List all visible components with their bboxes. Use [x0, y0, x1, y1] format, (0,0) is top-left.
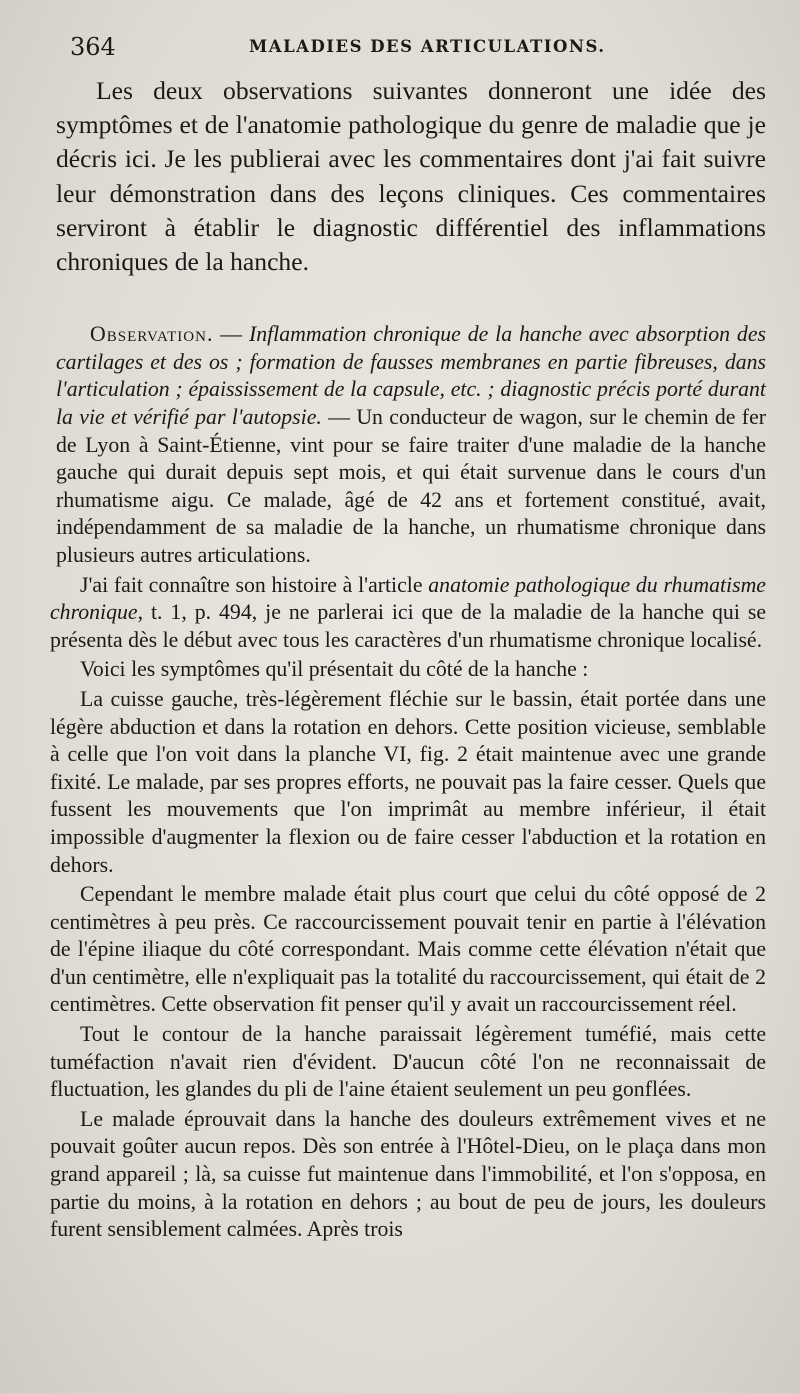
- paragraph-thigh: La cuisse gauche, très-légèrement fléchie sur le bassin, était portée dans une légère abduction et dans la rotation en dehors. Cette position vicieuse, semblable à celle que l'on voit dans la planche VI, fig. 2 était maintenue avec une grande fixité. Le malade, par ses propres efforts, ne pouvait pas la faire cesser. Quels que fussent les mouvements que l'on imprimât au membre inférieur, il était impossible d'augmenter la flexion ou de faire cesser l'abduction et la rotation en dehors.: [50, 686, 766, 877]
- observation-text: — Un conducteur de wagon, sur le chemin de fer de Lyon à Saint-Étienne, vint pour se faire traiter d'une maladie de la hanche gauche qui durait depuis sept mois, et qui était survenue dans le cours d'un rhumatisme aigu. Ce malade, âgé de 42 ans et fortement constitué, avait, indépendamment de sa maladie de la hanche, un rhumatisme chronique dans plusieurs autres articulations.: [56, 405, 766, 567]
- paragraph-pain: Le malade éprouvait dans la hanche des douleurs extrêmement vives et ne pouvait goûter aucun repos. Dès son entrée à l'Hôtel-Dieu, on le plaça dans mon grand appareil ; là, sa cuisse fut maintenue dans l'immobilité, et l'on s'opposa, en partie du moins, à la rotation en dehors ; au bout de peu de jours, les douleurs furent sensiblement calmées. Après trois: [50, 1106, 766, 1242]
- intro-paragraph: Les deux observations suivantes donneront une idée des symptômes et de l'anatomie pathologique du genre de maladie que je décris ici. Je les publierai avec les commentaires dont j'ai fait suivre leur démonstration dans des leçons cliniques. Ces commentaires serviront à établir le diagnostic différentiel des inflammations chroniques de la hanche.: [56, 76, 766, 277]
- observation-paragraph: [56, 321, 766, 569]
- paragraph-history: [50, 572, 766, 655]
- paragraph-swelling: Tout le contour de la hanche paraissait légèrement tuméfié, mais cette tuméfaction n'avait rien d'évident. D'aucun côté l'on ne reconnaissait de fluctuation, les glandes du pli de l'aine étaient seulement un peu gonflées.: [50, 1022, 766, 1102]
- observation-title: Inflammation chronique de la hanche avec absorption des cartilages et des os ; formation de fausses membranes en partie fibreuses, dans l'articulation ; épaississement de la capsule, etc. ; diagnostic précis porté durant la vie et vérifié par l'autopsie.: [56, 322, 766, 429]
- paragraph-shortening: Cependant le membre malade était plus court que celui du côté opposé de 2 centimètres à peu près. Ce raccourcissement pouvait tenir en partie à l'élévation de l'épine iliaque du côté correspondant. Mais comme cette élévation n'était que d'un centimètre, elle n'expliquait pas la totalité du raccourcissement, qui était de 2 centimètres. Cette observation fit penser qu'il y avait un raccourcissement réel.: [50, 882, 766, 1017]
- paragraph-history-a: J'ai fait connaître son histoire à l'article: [80, 572, 429, 597]
- running-head: [44, 30, 766, 70]
- observation-label: Observation.: [90, 322, 214, 347]
- page-number: 364: [70, 33, 116, 61]
- observation-dash: —: [213, 322, 249, 347]
- paragraph-history-b: , t. 1, p. 494, je ne parlerai ici que de la maladie de la hanche qui se présenta dès le début avec tous les caractères d'un rhumatisme chronique localisé.: [50, 600, 766, 652]
- paragraph-symptoms-intro: Voici les symptômes qu'il présentait du côté de la hanche :: [80, 657, 589, 682]
- running-title: MALADIES DES ARTICULATIONS.: [249, 37, 606, 56]
- paragraph-history-italic: anatomie pathologique du rhumatisme chronique: [50, 572, 766, 625]
